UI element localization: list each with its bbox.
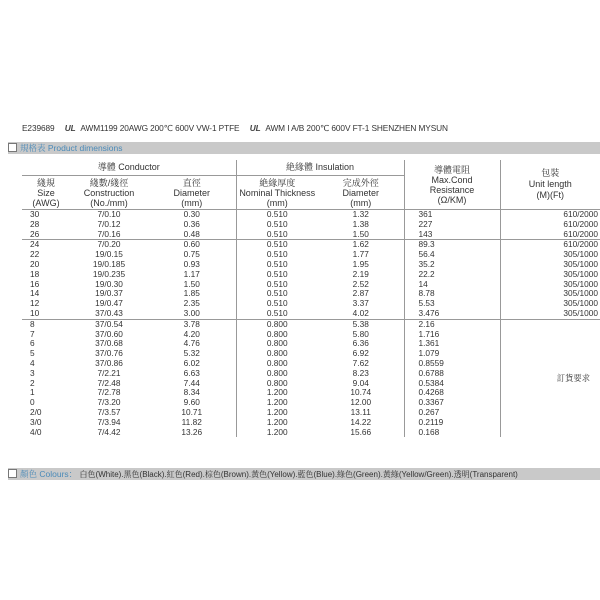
colours-label: 顏色 Colours： — [20, 469, 78, 479]
table-cell: 15.66 — [350, 426, 372, 437]
table-cell: 10.71 — [181, 406, 203, 417]
table-cell: 0.4268 — [404, 388, 500, 398]
table-cell: 37/0.86 — [95, 357, 123, 368]
dimensions-table — [22, 160, 600, 437]
table-cell: 305/1000 — [500, 260, 600, 270]
insulation-group-header: 絶緣體 Insulation — [236, 160, 404, 176]
table-cell: 30 — [30, 209, 40, 219]
table-cell: 19/0.15 — [95, 249, 123, 260]
table-cell: 7/3.94 — [97, 416, 121, 427]
table-cell: 0.510 — [236, 309, 318, 319]
table-cell: 19/0.185 — [92, 258, 126, 269]
table-cell: 1.38 — [352, 218, 369, 229]
table-cell: 0.800 — [236, 369, 318, 379]
table-cell: 8 — [30, 318, 35, 329]
table-cell: 0.2119 — [404, 418, 500, 428]
table-cell: 13.26 — [181, 426, 203, 437]
table-cell: 1.32 — [352, 209, 369, 219]
table-cell: 89.3 — [404, 240, 500, 250]
style-1199: AWM1199 20AWG 200℃ 600V VW-1 PTFE — [80, 123, 240, 133]
certification-line — [22, 123, 592, 133]
table-cell: 2.16 — [404, 319, 500, 329]
table-cell: 3 — [30, 367, 35, 378]
table-cell: 0.510 — [236, 240, 318, 250]
table-cell: 0.800 — [236, 379, 318, 389]
table-cell: 0.93 — [183, 258, 200, 269]
table-cell: 0.48 — [148, 230, 236, 240]
table-cell: 7/0.20 — [97, 239, 121, 250]
table-cell: 7 — [30, 328, 35, 339]
table-cell: 0.800 — [236, 339, 318, 349]
table-cell: 1 — [30, 387, 35, 398]
table-cell: 3.00 — [148, 309, 236, 319]
table-cell: 8.23 — [352, 367, 369, 378]
table-cell: 19/0.47 — [95, 298, 123, 309]
spec-section-label: 規格表 Product dimensions — [20, 143, 123, 153]
table-cell: 0.800 — [236, 319, 318, 329]
table-cell: 610/2000 — [500, 220, 600, 230]
table-cell: 8.34 — [183, 387, 200, 398]
table-cell: 6.63 — [183, 367, 200, 378]
table-cell: 4.02 — [318, 309, 404, 319]
table-cell: 8.78 — [404, 289, 500, 299]
table-cell: 4/0 — [30, 426, 42, 437]
table-cell: 1.200 — [236, 388, 318, 398]
table-cell: 24 — [30, 239, 40, 250]
table-cell: 3.78 — [183, 318, 200, 329]
table-cell: 2.35 — [183, 298, 200, 309]
table-cell: 14 — [404, 280, 500, 290]
table-cell: 305/1000 — [500, 309, 600, 319]
table-cell: 5.53 — [404, 299, 500, 309]
table-cell: 0.510 — [236, 299, 318, 309]
table-cell: 6.92 — [352, 348, 369, 359]
table-cell: 5.38 — [352, 318, 369, 329]
table-cell: 0.510 — [236, 230, 318, 240]
table-cell: 4.20 — [183, 328, 200, 339]
table-cell: 1.77 — [352, 249, 369, 260]
table-cell: 0.8559 — [404, 359, 500, 369]
table-cell: 19/0.235 — [92, 268, 126, 279]
table-cell: 10.74 — [350, 387, 372, 398]
ul-mark-icon: UL — [64, 123, 76, 133]
table-cell: 4 — [30, 357, 35, 368]
table-cell: 12 — [30, 298, 40, 309]
table-cell: 2.19 — [352, 268, 369, 279]
table-cell: 5.32 — [183, 348, 200, 359]
table-cell: 2.87 — [352, 288, 369, 299]
table-cell: 0.510 — [236, 260, 318, 270]
table-cell: 14.22 — [350, 416, 372, 427]
table-cell: 0.800 — [236, 330, 318, 340]
table-cell: 7/2.21 — [97, 367, 121, 378]
diameter-header: 直徑 Diameter (mm) — [148, 176, 236, 210]
table-cell: 1.200 — [236, 408, 318, 418]
table-body — [22, 210, 600, 438]
table-cell: 12.00 — [350, 397, 372, 408]
table-cell: 28 — [30, 218, 40, 229]
table-cell: 0.267 — [404, 408, 500, 418]
file-number: E239689 — [22, 123, 55, 133]
table-cell: 37/0.54 — [95, 318, 123, 329]
table-cell: 1.200 — [236, 418, 318, 428]
table-cell: 0.168 — [404, 428, 500, 438]
outer-diameter-header: 完成外徑 Diameter (mm) — [318, 176, 404, 210]
table-cell: 2 — [30, 377, 35, 388]
table-cell: 19/0.37 — [95, 288, 123, 299]
table-cell: 0.510 — [236, 250, 318, 260]
table-cell: 3.37 — [352, 298, 369, 309]
table-cell: 1.50 — [318, 230, 404, 240]
table-cell: 18 — [30, 268, 40, 279]
table-cell: 0.5384 — [404, 379, 500, 389]
table-cell: 10 — [22, 309, 70, 319]
table-cell: 1.200 — [236, 398, 318, 408]
table-cell: 7/2.48 — [97, 377, 121, 388]
table-cell: 305/1000 — [500, 250, 600, 260]
table-cell: 1.716 — [404, 330, 500, 340]
table-cell: 1.62 — [352, 239, 369, 250]
table-cell: 0.510 — [236, 289, 318, 299]
package-header: 包裝 Unit length (M)(Ft) — [500, 160, 600, 210]
table-cell: 143 — [404, 230, 500, 240]
table-cell: 610/2000 — [500, 210, 600, 220]
table-row — [22, 309, 600, 319]
table-cell: 56.4 — [404, 250, 500, 260]
table-cell: 13.11 — [350, 406, 371, 417]
table-cell: 1.50 — [183, 278, 200, 289]
table-cell: 0.75 — [183, 249, 200, 260]
table-cell: 37/0.43 — [70, 309, 148, 319]
table-cell: 0.510 — [236, 220, 318, 230]
table-cell: 6 — [30, 338, 35, 349]
conductor-group-header: 導體 Conductor — [22, 160, 236, 176]
table-cell: 7/4.42 — [97, 426, 121, 437]
table-cell: 2/0 — [30, 406, 42, 417]
table-cell: 14 — [30, 288, 40, 299]
spec-section-bar — [8, 142, 600, 154]
table-cell: 227 — [404, 220, 500, 230]
table-cell: 0.36 — [183, 218, 200, 229]
thickness-header: 絶緣厚度 Nominal Thickness (mm) — [236, 176, 318, 210]
table-cell: 7/0.10 — [97, 209, 121, 219]
table-cell: 6.36 — [352, 338, 369, 349]
table-cell: 6.02 — [183, 357, 200, 368]
table-cell: 0.3367 — [404, 398, 500, 408]
resistance-header: 導體電阻 Max.Cond Resistance (Ω/KM) — [404, 160, 500, 210]
table-cell: 0.30 — [183, 209, 200, 219]
colours-section-bar — [8, 468, 600, 480]
table-cell: 1.85 — [183, 288, 200, 299]
table-cell: 37/0.60 — [95, 328, 123, 339]
table-row — [22, 230, 600, 240]
table-cell: 0.60 — [183, 239, 200, 250]
table-cell: 37/0.68 — [95, 338, 123, 349]
table-cell: 1.361 — [404, 339, 500, 349]
checkbox-square-icon — [8, 143, 17, 152]
table-cell: 1.17 — [183, 268, 200, 279]
table-cell: 1.079 — [404, 349, 500, 359]
table-cell: 305/1000 — [500, 299, 600, 309]
table-cell: 1.95 — [352, 258, 369, 269]
table-cell: 0.800 — [236, 349, 318, 359]
table-cell: 22 — [30, 249, 40, 260]
table-cell: 7.62 — [352, 357, 369, 368]
table-cell: 0 — [30, 397, 35, 408]
table-cell: 7/0.16 — [70, 230, 148, 240]
table-cell: 0.510 — [236, 280, 318, 290]
table-cell: 361 — [404, 210, 500, 220]
table-cell: 19/0.30 — [95, 278, 123, 289]
order-note: 訂貨要求 — [500, 319, 600, 437]
table-cell: 305/1000 — [500, 270, 600, 280]
table-cell: 16 — [30, 278, 40, 289]
table-cell: 7/3.20 — [97, 397, 121, 408]
size-header: 綫規 Size (AWG) — [22, 176, 70, 210]
table-cell: 0.800 — [236, 359, 318, 369]
table-cell: 3.476 — [404, 309, 500, 319]
table-cell: 7/3.57 — [97, 406, 121, 417]
table-cell: 0.6788 — [404, 369, 500, 379]
table-cell: 7/0.12 — [97, 218, 121, 229]
colours-list: 白色(White).黑色(Black).紅色(Red).棕色(Brown).黃色(Yellow).藍色(Blue).綠色(Green).黃綠(Yellow/Green).透明(Transparent) — [79, 470, 518, 479]
table-cell: 1.200 — [236, 428, 318, 438]
table-cell: 5 — [30, 348, 35, 359]
table-cell: 610/2000 — [500, 240, 600, 250]
table-cell: 26 — [22, 230, 70, 240]
ul-mark-icon: UL — [249, 123, 261, 133]
table-cell: 7/2.78 — [97, 387, 121, 398]
table-cell: 0.510 — [236, 210, 318, 220]
table-cell: 9.04 — [352, 377, 369, 388]
checkbox-square-icon — [8, 469, 17, 478]
construction-header: 綫數/綫徑 Construction (No./mm) — [70, 176, 148, 210]
table-cell: 4.76 — [183, 338, 200, 349]
style-awm: AWM I A/B 200℃ 600V FT-1 SHENZHEN MYSUN — [265, 123, 448, 133]
table-cell: 9.60 — [183, 397, 200, 408]
table-cell: 305/1000 — [500, 280, 600, 290]
table-cell: 11.82 — [181, 416, 202, 427]
table-cell: 0.510 — [236, 270, 318, 280]
table-cell: 37/0.76 — [95, 348, 123, 359]
table-cell: 610/2000 — [500, 230, 600, 240]
table-cell: 22.2 — [404, 270, 500, 280]
table-cell: 7.44 — [183, 377, 200, 388]
table-cell: 20 — [30, 258, 40, 269]
table-cell: 3/0 — [30, 416, 42, 427]
table-cell: 35.2 — [404, 260, 500, 270]
table-cell: 5.80 — [352, 328, 369, 339]
table-cell: 2.52 — [352, 278, 369, 289]
table-cell: 305/1000 — [500, 289, 600, 299]
